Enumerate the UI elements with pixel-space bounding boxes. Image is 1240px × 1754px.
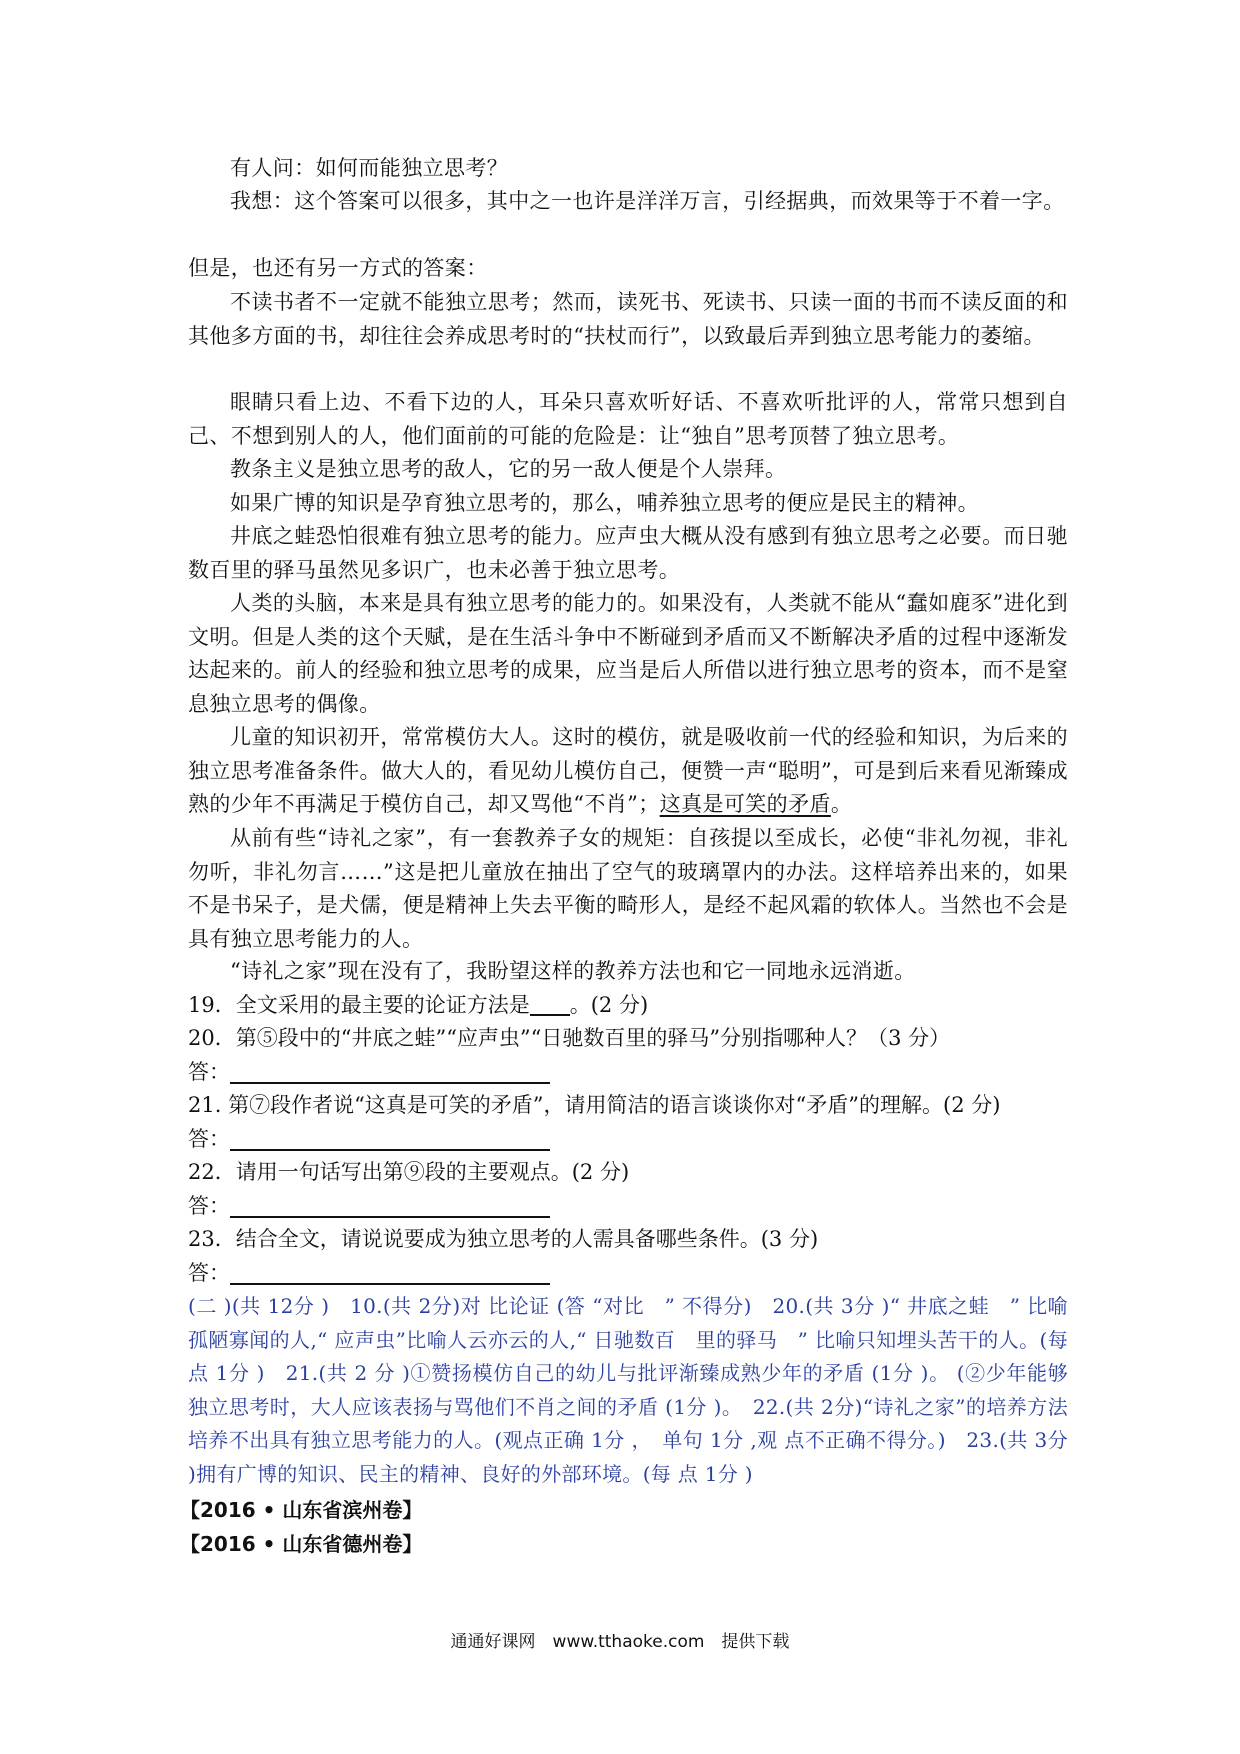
passage-paragraph-6: 教条主义是独立思考的敌人，它的另一敌人便是个人崇拜。	[230, 457, 787, 481]
passage-paragraph-10	[188, 721, 1068, 822]
passage-paragraph-4: 不读书者不一定就不能独立思考；然而，读死书、死读书、只读一面的书而不读反面的和其他多方面的书，却往往会养成思考时的“扶杖而行”，以致最后弄到独立思考能力的萎缩。	[188, 290, 1068, 348]
passage-paragraph-7: 如果广博的知识是孕育独立思考的，那么，哺养独立思考的便应是民主的精神。	[230, 491, 979, 515]
passage-paragraph-10-end: 。	[830, 792, 853, 816]
question-19	[188, 989, 1068, 1023]
answer-line-22[interactable]	[230, 1216, 550, 1218]
underlined-phrase: 这真是可笑的矛盾	[659, 792, 831, 816]
answer-label-21: 答：	[188, 1127, 230, 1151]
question-22: 22．请用一句话写出第⑨段的主要观点。(2 分)	[188, 1160, 630, 1184]
answer-label-22: 答：	[188, 1194, 230, 1218]
source-label-dezhou: 【2016 • 山东省德州卷】	[180, 1532, 423, 1556]
passage-paragraph-9: 人类的头脑，本来是具有独立思考的能力的。如果没有，人类就不能从“蠢如鹿豕”进化到文明。但是人类的这个天赋，是在生活斗争中不断碰到矛盾而又不断解决矛盾的过程中逐渐发达起来的。前人的经验和独立思考的成果，应当是后人所借以进行独立思考的资本，而不是窒息独立思考的偶像。	[188, 591, 1068, 716]
answer-line-23[interactable]	[230, 1283, 550, 1285]
answer-line-20[interactable]	[230, 1082, 550, 1084]
question-19-points: 。(2 分)	[569, 993, 649, 1017]
question-23: 23．结合全文，请说说要成为独立思考的人需具备哪些条件。(3 分)	[188, 1227, 819, 1251]
passage-paragraph-8: 井底之蛙恐怕很难有独立思考的能力。应声虫大概从没有感到有独立思考之必要。而日驰数百里的驿马虽然见多识广，也未必善于独立思考。	[188, 524, 1068, 582]
passage-paragraph-10-text: 儿童的知识初开，常常模仿大人。这时的模仿，就是吸收前一代的经验和知识，为后来的独立思考准备条件。做大人的，看见幼儿模仿自己，便赞一声“聪明”，可是到后来看见渐臻成熟的少年不再满足于模仿自己，却又骂他“不肖”；	[188, 725, 1068, 816]
page-footer: 通通好课网 www.tthaoke.com 提供下载	[450, 1632, 790, 1652]
answer-line-21[interactable]	[230, 1149, 550, 1151]
passage-paragraph-11: 从前有些“诗礼之家”，有一套教养子女的规矩：自孩提以至成长，必使“非礼勿视，非礼勿听，非礼勿言……”这是把儿童放在抽出了空气的玻璃罩内的办法。这样培养出来的，如果不是书呆子，是犬儒，便是精神上失去平衡的畸形人，是经不起风霜的软体人。当然也不会是具有独立思考能力的人。	[188, 826, 1068, 951]
question-20: 20．第⑤段中的“井底之蛙”“应声虫”“日驰数百里的驿马”分别指哪种人？（3 分）	[188, 1026, 951, 1050]
fill-blank[interactable]	[530, 992, 570, 1016]
source-label-binzhou: 【2016 • 山东省滨州卷】	[180, 1498, 423, 1522]
passage-paragraph-5: 眼睛只看上边、不看下边的人，耳朵只喜欢听好话、不喜欢听批评的人，常常只想到自己、不想到别人的人，他们面前的可能的危险是：让“独自”思考顶替了独立思考。	[188, 390, 1068, 448]
question-19-text: 19．全文采用的最主要的论证方法是	[188, 993, 530, 1017]
answer-key: (二 )(共 12分 ) 10.(共 2分)对 比论证 (答 “对比 ” 不得分) 20.(共 3分 )“ 井底之蛙 ” 比喻孤陋寡闻的人,“ 应声虫”比喻人云亦云的人,“ 日驰数百 里的驿马 ” 比喻只知埋头苦干的人。(每 点 1分 ) 21.(共 2 分 )①赞扬模仿自己的幼儿与批评渐臻成熟少年的矛盾 (1分 )。 (②少年能够独立思考时，大人应该表扬与骂他们不肖之间的矛盾 (1分 )。 22.(共 2分)“诗礼之家”的培养方法培养不出具有独立思考能力的人。(观点正确 1分 ， 单句 1分 ,观 点不正确不得分。) 23.(共 3分 )拥有广博的知识、民主的精神、良好的外部环境。(每 点 1分 )	[188, 1294, 1068, 1486]
answer-label-20: 答：	[188, 1060, 230, 1084]
passage-paragraph-1: 有人问：如何而能独立思考？	[230, 156, 509, 180]
passage-paragraph-3: 但是，也还有另一方式的答案：	[188, 256, 488, 280]
passage-paragraph-12: “诗礼之家”现在没有了，我盼望这样的教养方法也和它一同地永远消逝。	[230, 959, 916, 983]
passage-paragraph-2: 我想：这个答案可以很多，其中之一也许是洋洋万言，引经据典，而效果等于不着一字。	[230, 189, 1065, 213]
question-21: 21. 第⑦段作者说“这真是可笑的矛盾”，请用简洁的语言谈谈你对“矛盾”的理解。(2 分)	[188, 1093, 1001, 1117]
answer-label-23: 答：	[188, 1261, 230, 1285]
